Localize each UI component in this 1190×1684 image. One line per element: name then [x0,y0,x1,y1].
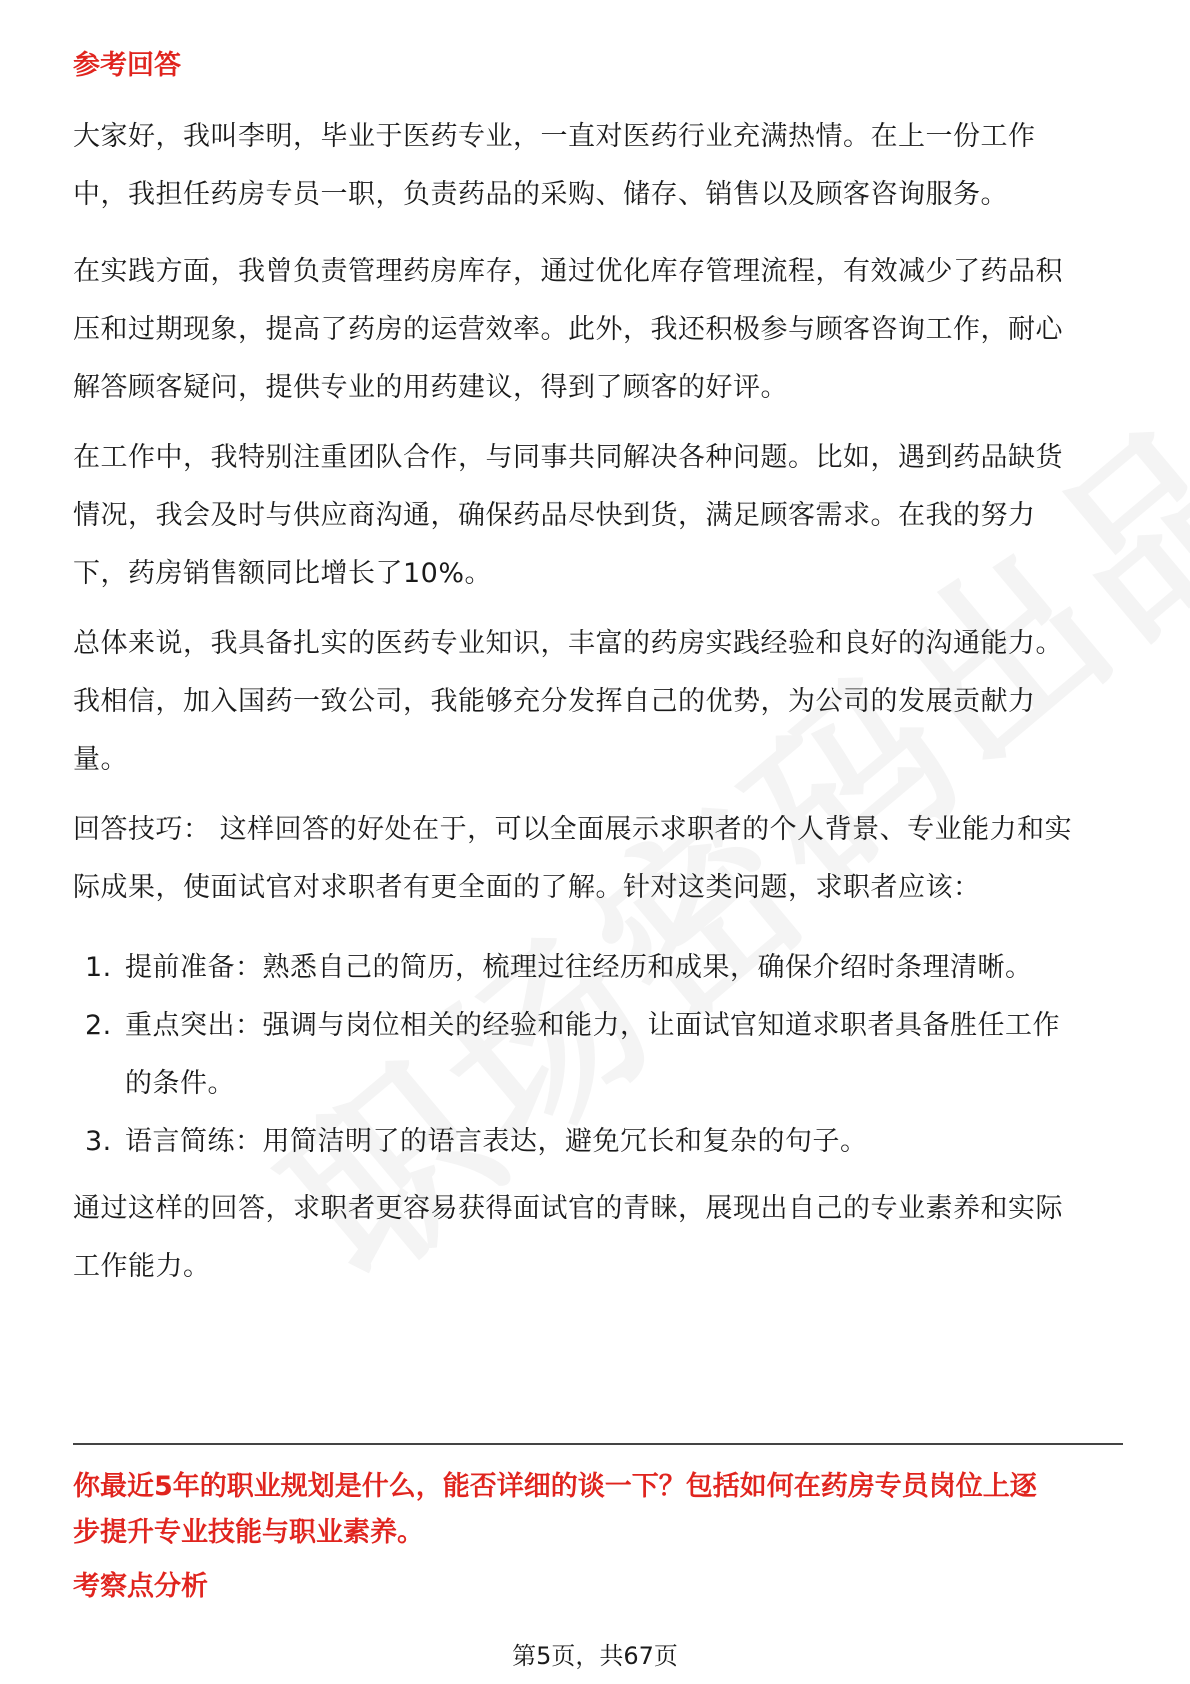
text-line: 中，我担任药房专员一职，负责药品的采购、储存、销售以及顾客咨询服务。 [73,179,1008,210]
list-item [73,1113,1123,1171]
text-line: 回答技巧： 这样回答的好处在于，可以全面展示求职者的个人背景、专业能力和实 [73,814,1073,845]
paragraph-summary [73,615,1123,789]
text-line: 总体来说，我具备扎实的医药专业知识，丰富的药房实践经验和良好的沟通能力。 [73,628,1063,659]
text-line: 工作能力。 [73,1251,211,1282]
question-line: 你最近5年的职业规划是什么，能否详细的谈一下？包括如何在药房专员岗位上逐 [73,1471,1037,1502]
question-heading [73,1464,1123,1556]
text-line: 在实践方面，我曾负责管理药房库存，通过优化库存管理流程，有效减少了药品积 [73,256,1063,287]
question-line: 步提升专业技能与职业素养。 [73,1517,424,1548]
list-number: 1. [85,952,112,983]
text-line: 在工作中，我特别注重团队合作，与同事共同解决各种问题。比如，遇到药品缺货 [73,442,1063,473]
text-line: 语言简练：用简洁明了的语言表达，避免冗长和复杂的句子。 [125,1126,868,1157]
list-number: 3. [85,1126,112,1157]
list-number: 2. [85,1010,112,1041]
text-line: 的条件。 [125,1068,235,1099]
paragraph-intro [73,108,1123,224]
text-line: 大家好，我叫李明，毕业于医药专业，一直对医药行业充满热情。在上一份工作 [73,121,1036,152]
section-heading-reference-answer: 参考回答 [73,50,181,81]
tips-list [73,939,1123,1171]
list-item [73,997,1123,1113]
divider [73,1443,1123,1445]
paragraph-closing [73,1180,1123,1296]
text-line: 下，药房销售额同比增长了10%。 [73,558,493,589]
text-line: 情况，我会及时与供应商沟通，确保药品尽快到货，满足顾客需求。在我的努力 [73,500,1036,531]
paragraph-teamwork [73,429,1123,603]
text-line: 重点突出：强调与岗位相关的经验和能力，让面试官知道求职者具备胜任工作 [125,1010,1060,1041]
text-line: 解答顾客疑问，提供专业的用药建议，得到了顾客的好评。 [73,372,788,403]
text-line: 提前准备：熟悉自己的简历，梳理过往经历和成果，确保介绍时条理清晰。 [125,952,1033,983]
section-heading-analysis: 考察点分析 [73,1571,208,1602]
paragraph-tips [73,801,1123,917]
text-line: 通过这样的回答，求职者更容易获得面试官的青睐，展现出自己的专业素养和实际 [73,1193,1063,1224]
text-line: 际成果，使面试官对求职者有更全面的了解。针对这类问题，求职者应该： [73,872,981,903]
text-line: 我相信，加入国药一致公司，我能够充分发挥自己的优势，为公司的发展贡献力 [73,686,1036,717]
text-line: 量。 [73,744,128,775]
page-number: 第5页，共67页 [512,1642,678,1670]
list-item [73,939,1123,997]
paragraph-practice [73,243,1123,417]
text-line: 压和过期现象，提高了药房的运营效率。此外，我还积极参与顾客咨询工作，耐心 [73,314,1063,345]
